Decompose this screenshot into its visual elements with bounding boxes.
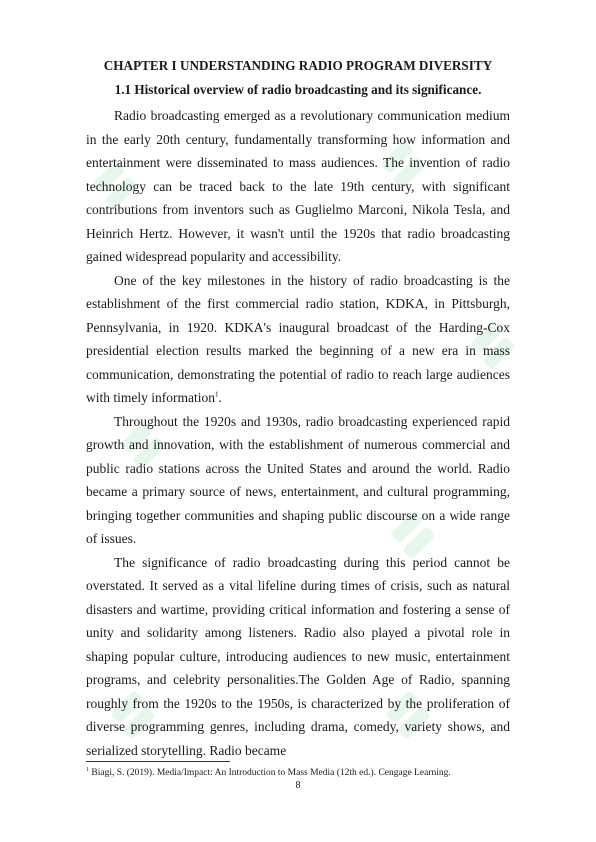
paragraph: Throughout the 1920s and 1930s, radio broadcasting experienced rapid growth and innovation, with the establishment of numerous commercial and public radio stations across the United States and around the world. Radio became a primary source of news, entertainment, and cultural programming, bringing together communities and shaping public discourse on a wide range of issues. (86, 413, 510, 546)
footnote-separator (86, 761, 230, 762)
chapter-title: CHAPTER I UNDERSTANDING RADIO PROGRAM DIVERSITY (103, 58, 493, 73)
paragraph: The significance of radio broadcasting during this period cannot be overstated. It served as a vital lifeline during times of crisis, such as natural disasters and wartime, providing critical information and fostering a sense of unity and solidarity among listeners. Radio also played a pivotal role in shaping popular culture, introducing audiences to new music, entertainment programs, and celebrity personalities.The Golden Age of Radio, spanning roughly from the 1920s to the 1950s, is characterized by the proliferation of diverse programming genres, including drama, comedy, variety shows, and serialized storytelling. Radio became (86, 554, 510, 758)
paragraph (86, 269, 510, 410)
body-text (86, 104, 510, 762)
footnote-text: Biagi, S. (2019). Media/Impact: An Introduction to Mass Media (12th ed.). Cengage Learning. (91, 768, 451, 779)
footnote-marker: 1 (86, 767, 89, 773)
paragraph-end: . (218, 390, 222, 405)
footnote-reference[interactable]: 1 (214, 390, 219, 399)
paragraph: Radio broadcasting emerged as a revolutionary communication medium in the early 20th century, fundamentally transforming how information and entertainment were disseminated to mass audiences. The invention of radio technology can be traced back to the late 19th century, with significant contributions from inventors such as Guglielmo Marconi, Nikola Tesla, and Heinrich Hertz. However, it wasn't until the 1920s that radio broadcasting gained widespread popularity and accessibility. (86, 108, 510, 264)
paragraph-text: One of the key milestones in the history of radio broadcasting is the establishment of the first commercial radio station, KDKA, in Pittsburgh, Pennsylvania, in 1920. KDKA's inaugural broadcast of the Harding-Cox presidential election results marked the beginning of a new era in mass communication, demonstrating the potential of radio to reach large audiences with timely information (86, 272, 510, 405)
page-number: 8 (295, 780, 301, 791)
section-title: 1.1 Historical overview of radio broadcasting and its significance. (114, 82, 482, 97)
footnote (86, 767, 510, 778)
